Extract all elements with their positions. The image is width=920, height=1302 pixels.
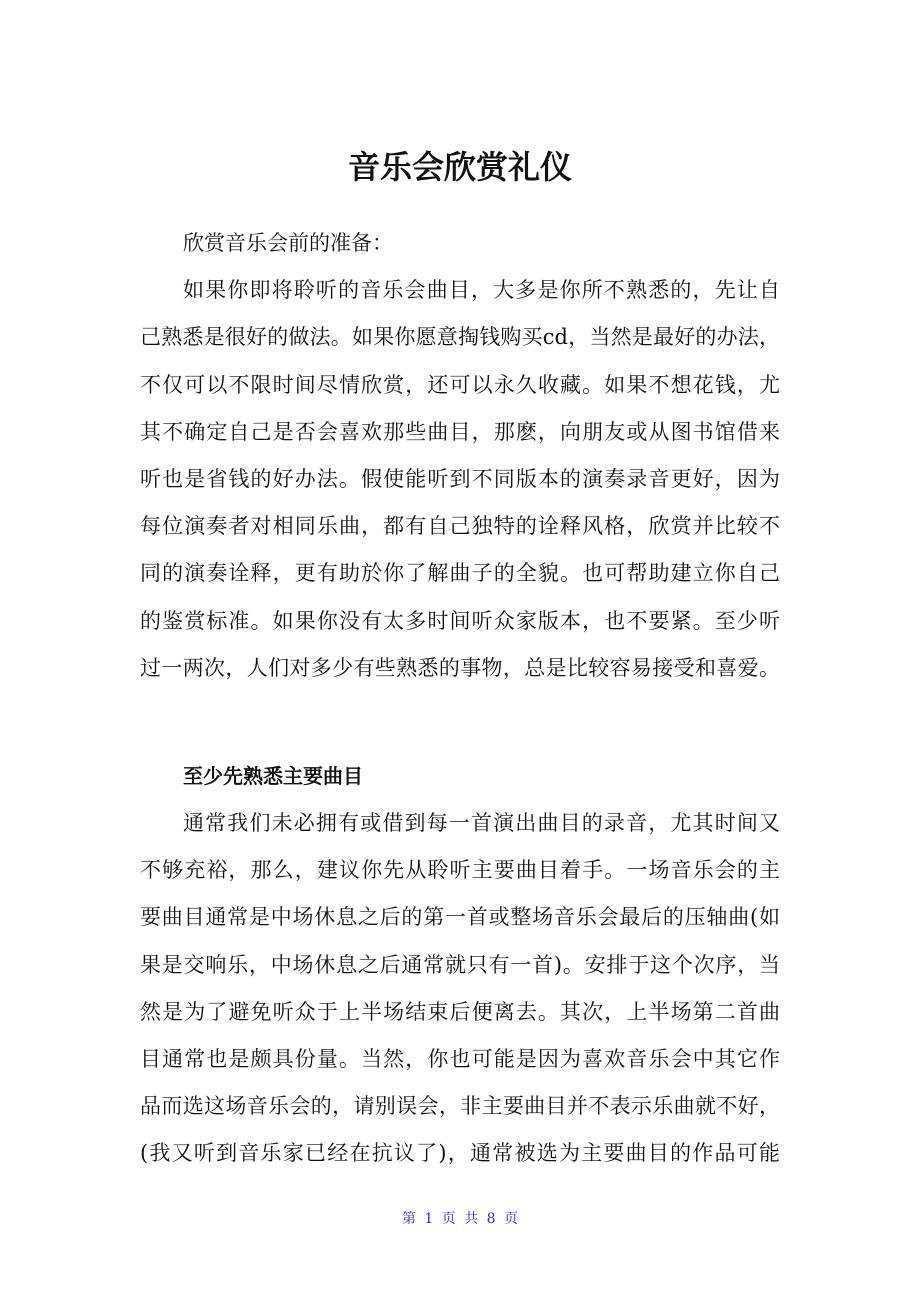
paragraph-line: 其不确定自己是否会喜欢那些曲目，那麽，向朋友或从图书馆借来 [140,419,780,444]
document-title: 音乐会欣赏礼仪 [347,148,572,186]
paragraph-line: 不仅可以不限时间尽情欣赏，还可以永久收藏。如果不想花钱，尤 [140,372,780,397]
paragraph-line: 每位演奏者对相同乐曲，都有自己独特的诠释风格，欣赏并比较不 [140,514,780,539]
paragraph-line: 品而选这场音乐会的，请别误会，非主要曲目并不表示乐曲就不好， [140,1094,780,1119]
paragraph-line: 果是交响乐，中场休息之后通常就只有一首)。安排于这个次序，当 [140,952,780,977]
paragraph-line: 目通常也是颇具份量。当然，你也可能是因为喜欢音乐会中其它作 [140,1046,780,1071]
section-2-heading: 至少先熟悉主要曲目 [183,764,363,788]
section-2-body [140,800,780,1178]
paragraph-line: 的鉴赏标准。如果你没有太多时间听众家版本，也不要紧。至少听 [140,608,780,633]
paragraph-line: 过一两次，人们对多少有些熟悉的事物，总是比较容易接受和喜爱。 [140,655,780,680]
paragraph-line: 如果你即将聆听的音乐会曲目，大多是你所不熟悉的，先让自 [183,278,780,303]
paragraph-line: 同的演奏诠释，更有助於你了解曲子的全貌。也可帮助建立你自己 [140,561,780,586]
paragraph-line: 要曲目通常是中场休息之后的第一首或整场音乐会最后的压轴曲(如 [140,905,780,930]
paragraph-line: 不够充裕，那么，建议你先从聆听主要曲目着手。一场音乐会的主 [140,858,780,883]
page-number-footer: 第 1 页 共 8 页 [401,1211,519,1227]
paragraph-line: (我又听到音乐家已经在抗议了)，通常被选为主要曲目的作品可能 [140,1141,780,1166]
paragraph-line: 听也是省钱的好办法。假使能听到不同版本的演奏录音更好，因为 [140,466,780,491]
section-1-intro: 欣赏音乐会前的准备： [183,231,393,255]
paragraph-line: 通常我们未必拥有或借到每一首演出曲目的录音，尤其时间又 [183,811,780,835]
section-1-body [140,220,780,692]
paragraph-line: 己熟悉是很好的做法。如果你愿意掏钱购买cd，当然是最好的办法， [140,325,780,350]
paragraph-line: 然是为了避免听众于上半场结束后便离去。其次，上半场第二首曲 [140,999,780,1024]
